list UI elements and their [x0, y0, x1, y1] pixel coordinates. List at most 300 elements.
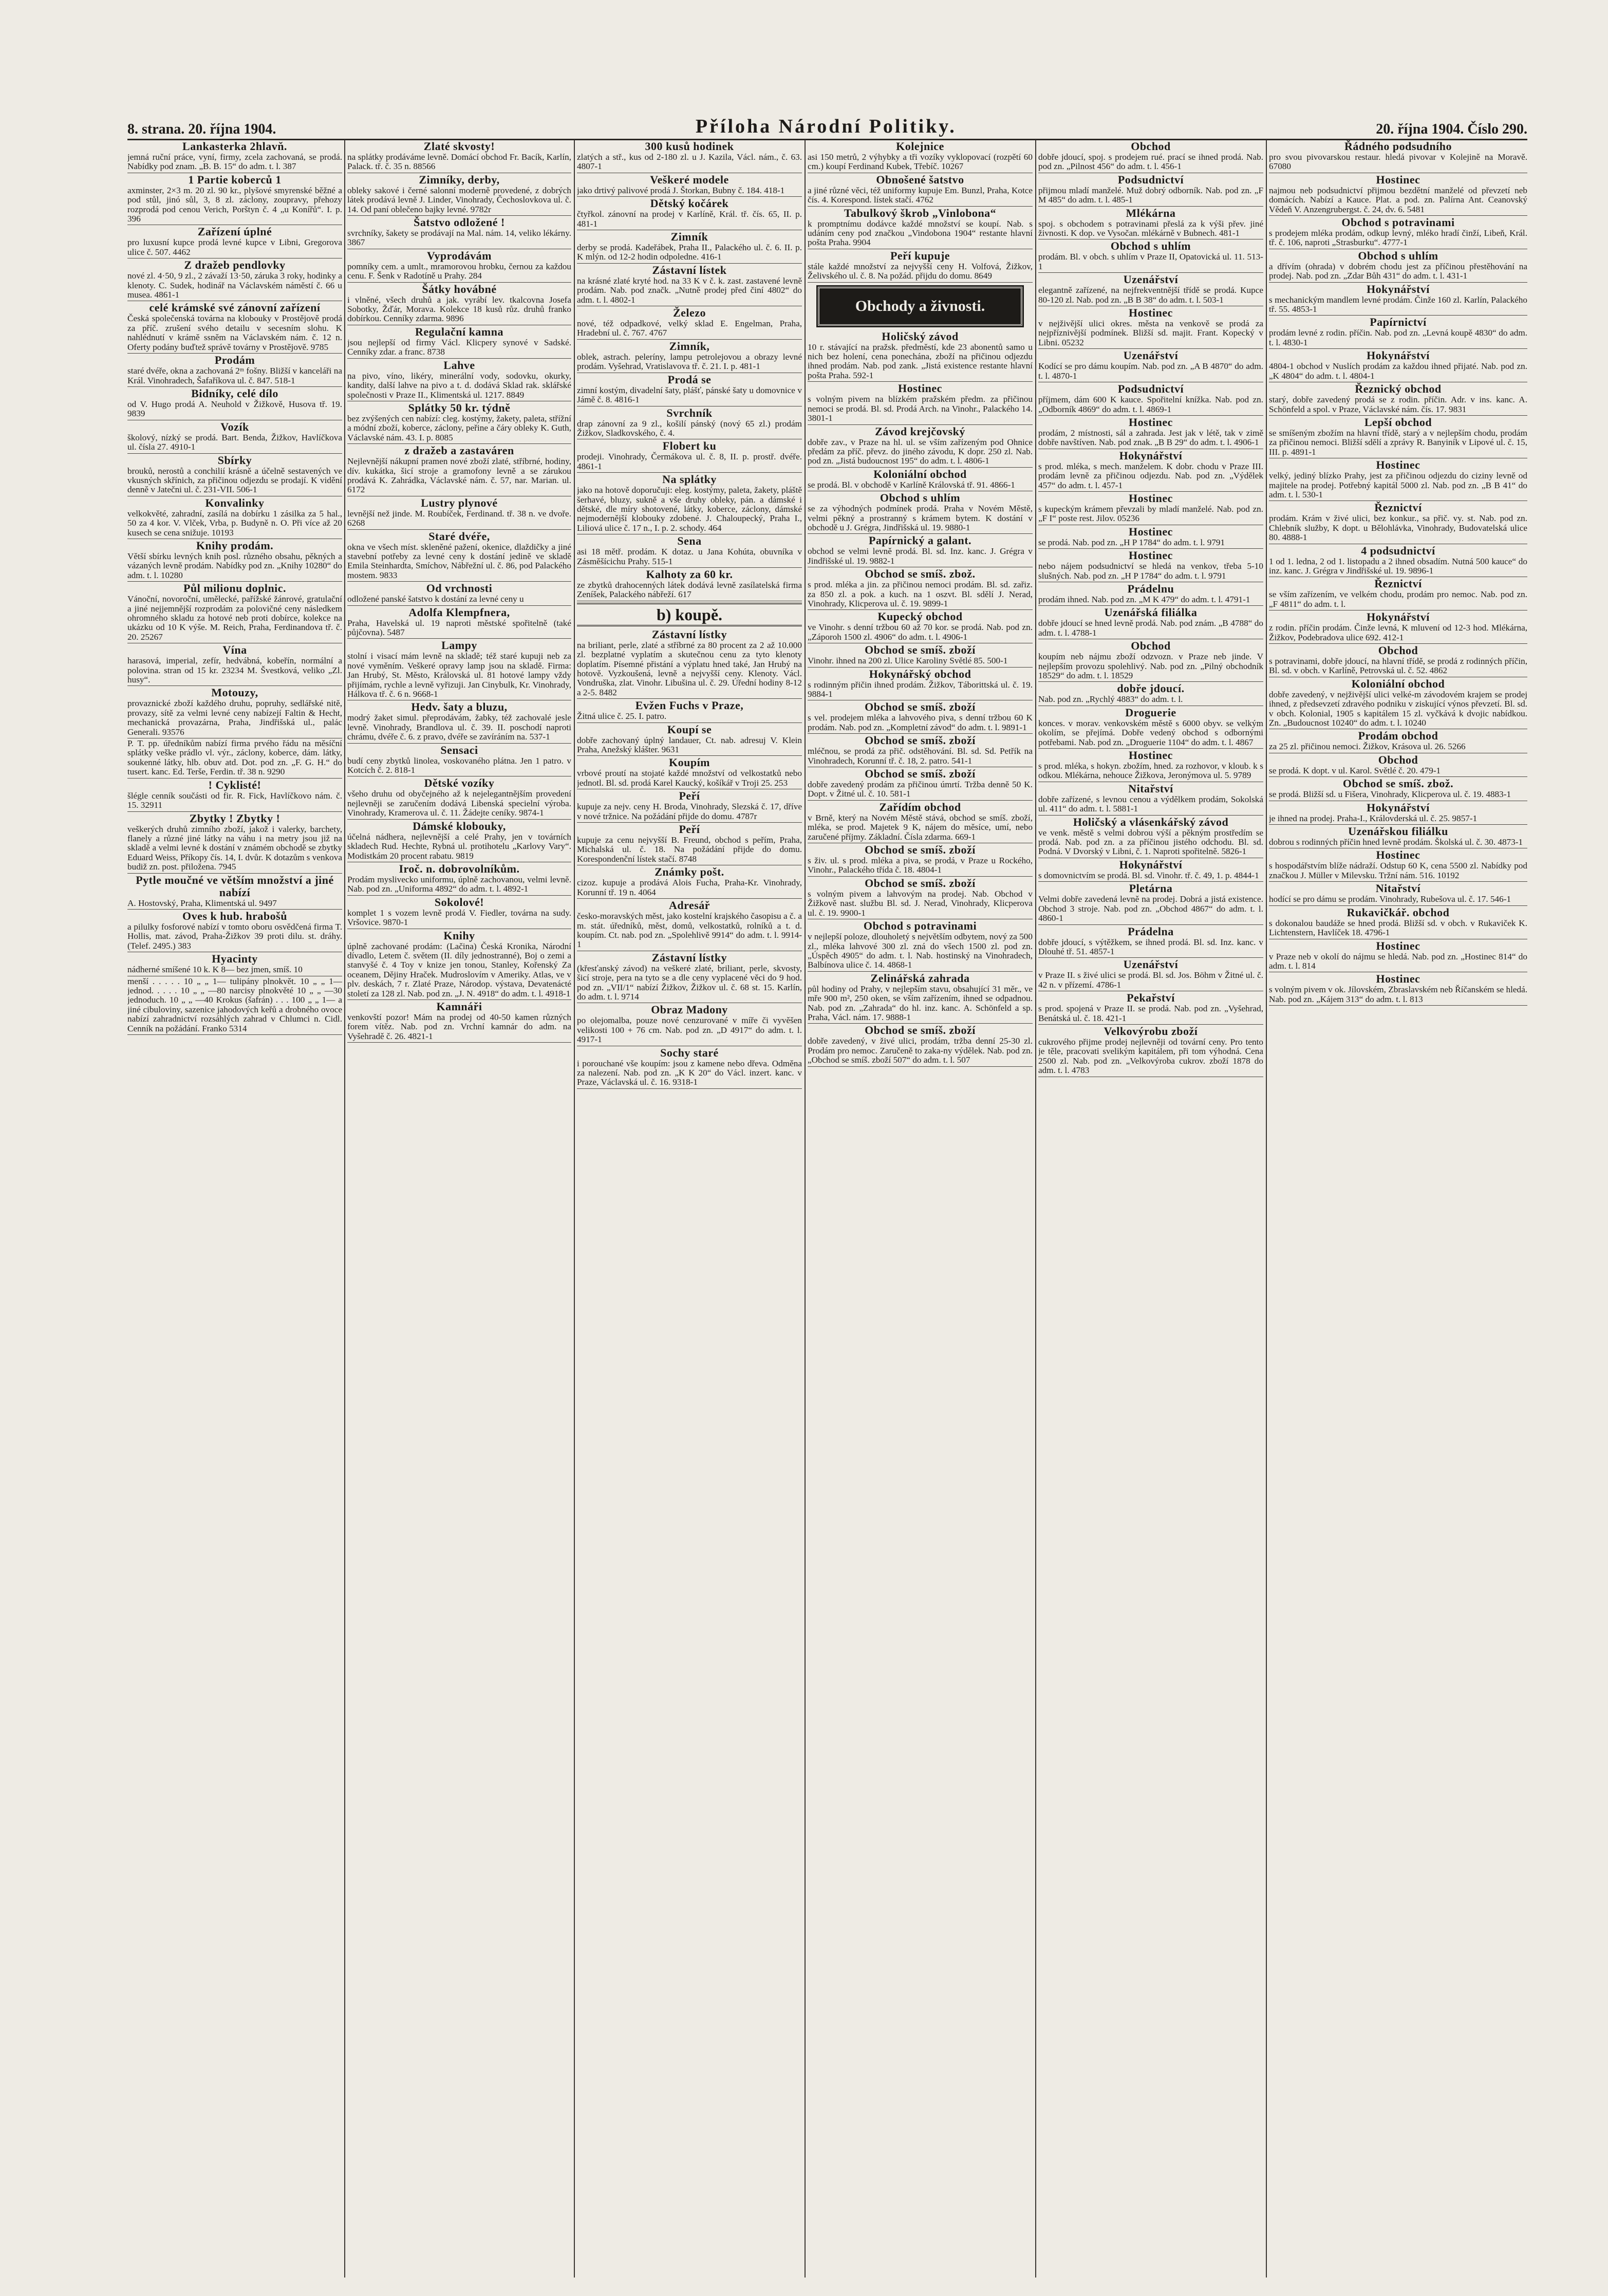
ad-body: se prodá. Bl. v obchodě v Karlíně Královská tř. 91. 4866-1 [808, 479, 1015, 490]
ad-body: s vel. prodejem mléka a lahvového piva, s denní tržbou 60 K prodám. Nab. pod zn. „Kompletní závod“ do adm. t. l. 9891-1 [808, 713, 1033, 732]
ad-heading: Obchod s uhlím [1358, 249, 1438, 262]
ad-body: axminster, 2×3 m. 20 zl. 90 kr., plyšové smyrenské běžné a pod stůl, jinó sůl, 3, 8 zl. záclony, zoupravy, přehozy rozprodá pod cenou Verich, Porštyn č. 4 „u Konířů“. I. p. 396 [127, 185, 342, 224]
ad-heading: Sochy staré [660, 1046, 719, 1059]
ad-heading: Nitařství [1375, 882, 1421, 895]
ad-heading: Peří [679, 789, 700, 803]
ad-heading: Z dražeb pendlovky [184, 258, 286, 272]
ad-heading: Zlaté skvosty! [423, 140, 495, 153]
ad-heading: Zbytky ! Zbytky ! [189, 811, 281, 825]
ad-heading: Zařídím obchod [879, 800, 961, 813]
classified-ad [577, 173, 802, 197]
classified-ad [347, 744, 571, 777]
ad-body: cukrového přijme prodej nejlevněji od tovární ceny. Pro tento je těle, pracovati svelikým kapitálem, při tom výhodná. Cena 2500 zl. Nab. pod zn. „Velkovýroba cukrov. zboží 1878 do adm. t. l. 4783 [1038, 1036, 1263, 1076]
ad-heading: Oves k hub. hrabošů [182, 909, 287, 922]
ad-body: Praha, Havelská ul. 19 naproti městské spořitelně (také půjčovna). 5487 [347, 618, 571, 637]
ad-heading: Kalhoty za 60 kr. [646, 567, 733, 581]
classified-ad [127, 952, 342, 976]
classified-ad [1038, 749, 1263, 782]
ad-body: jako drtivý palivové prodá J. Štorkan, Bubny č. 184. 418-1 [577, 185, 785, 195]
classified-ad [127, 258, 342, 301]
ad-heading: Obchod se smíš. zbož. [1342, 777, 1454, 790]
classified-ad [1038, 525, 1263, 549]
classified-ad [347, 700, 571, 743]
ad-body: v Brně, který na Novém Městě stává, obchod se smíš. zboží, mléka, se prod. Majetek 9 K, nájem do měsíce, umí, nebo zaručené příjmy. Základní. Čísla zdarma. 669-1 [808, 812, 1033, 842]
ad-heading: Obraz Madony [651, 1003, 728, 1016]
ad-body: i vlněné, všech druhů a jak. vyrábí lev. tkalcovna Josefa Sobotky, Žďár, Morava. Kolekce 18 kusů růz. druhů franko dobírkou. Cenníky zdarma. 9896 [347, 294, 571, 324]
ad-heading: Šatstvo odložené ! [414, 216, 505, 229]
classified-ad [808, 668, 1033, 701]
ad-heading: Dětský kočárek [650, 197, 729, 210]
classified-ad [127, 301, 342, 354]
ad-body: prodám. Bl. v obch. s uhlím v Praze II, Opatovická ul. 11. 513-1 [1038, 252, 1263, 271]
ad-heading: Obnošené šatstvo [876, 173, 964, 186]
ad-body: prodeji. Vinohrady, Čermákova ul. č. 8, II. p. prostř. dvéře. 4861-1 [577, 452, 802, 471]
ad-body: přijmou mladí manželé. Muž dobrý odborník. Nab. pod zn. „F M 485“ do adm. t. l. 485-1 [1038, 185, 1263, 205]
ad-body: je ihned na prodej. Praha-I., Královderská ul. č. 25. 9857-1 [1269, 813, 1478, 823]
ad-heading: Obchod se smíš. zboží [865, 734, 976, 747]
ad-body: se prodá. Bližší sd. u Fišera, Vinohrady, Klicperova ul. č. 19. 4883-1 [1269, 789, 1511, 800]
ad-heading: Lepší obchod [1364, 415, 1432, 429]
ad-body: a pilulky fosforové nabízí v tomto oboru osvědčená firma T. Hollis, mat. závod, Praha-Žižkov 39 proti dilu. st. dráhy. (Telef. 2495.) 383 [127, 921, 342, 951]
ad-heading: Sena [677, 534, 702, 548]
ad-heading: Bidníky, celé dílo [191, 386, 278, 400]
classified-ad [808, 700, 1033, 734]
ad-heading: Vozík [220, 420, 249, 433]
column-divider [1035, 140, 1036, 2278]
ad-body: (křesťanský závod) na veškeré zlaté, briliant, perle, skvosty, šicí stroje, pera na tyto se a dle ceny vyplacené věci do 9 hod. pod zn. „VII/1“ nabízí Žižkov, Žižkov ul. č. 68 st. 15. Karlín, do adm. t. l. 9714 [577, 963, 802, 1002]
ad-body: ve venk. městě s velmi dobrou výší a pěkným prostředím se prodá. Nab. pod zn. a za příčinou jistého odchodu. Bl. sd. Podná. V Dvorský v Libni, č. 1. Naproti spořitelně. 5826-1 [1038, 827, 1263, 857]
classified-ad [577, 865, 802, 899]
classified-ad [1038, 882, 1263, 924]
ad-heading: Kamnáři [436, 999, 482, 1013]
classified-ad [1038, 782, 1263, 816]
classified-ad [1038, 1025, 1263, 1077]
ad-body: s potravinami, dobře jdoucí, na hlavní třídě, se prodá z rodinných příčin, Bl. sd. v obch. v Karlíně, Petrovská ul. č. 52. 4862 [1269, 656, 1527, 676]
ad-body: Větší sbírku levných knih posl. různého obsahu, pěkných a vázaných levně prodám. Nabídky pod zn. „Knihy 10280“ do adm. t. l. 10280 [127, 551, 342, 580]
ad-body: elegantně zařízené, na nejfrekventnější třídě se prodá. Kupce 80-120 zl. Nab. pod zn. „B B 38“ do adm. t. l. 503-1 [1038, 285, 1263, 305]
ad-heading: Zástavní lístky [651, 951, 727, 964]
classified-ad [1269, 382, 1527, 416]
ad-heading: Hostinec [1376, 848, 1420, 862]
classified-ad [347, 862, 571, 896]
ad-heading: Splátky 50 kr. týdně [408, 401, 511, 414]
ad-heading: Lankasterka 2hlavň. [182, 140, 287, 153]
classified-ad [127, 779, 342, 812]
ad-heading: Sbírky [217, 453, 252, 467]
ad-heading: Od vrchnosti [426, 582, 493, 595]
ad-body: dobře jdoucí, s výtěžkem, se ihned prodá. Bl. sd. Inz. kanc. v Dlouhé tř. 51. 4857-1 [1038, 937, 1263, 956]
classified-ad [1269, 416, 1527, 458]
column-1 [127, 140, 342, 2283]
ad-body: v Praze neb v okolí do nájmu se hledá. Nab. pod zn. „Hostinec 814“ do adm. t. l. 814 [1269, 951, 1527, 971]
ad-body: nebo nájem podsudnictví se hledá na venkov, třeba 5-10 slušných. Nab. pod zn. „H P 1784“ do adm. t. l. 9791 [1038, 561, 1263, 581]
ad-heading: Hostinec [1129, 549, 1173, 562]
classified-ad [1269, 753, 1527, 777]
classified-ad [577, 899, 802, 951]
ad-heading: Flobert ku [662, 439, 717, 453]
classified-ad [127, 874, 342, 910]
ad-heading: 300 kusů hodinek [645, 140, 734, 153]
ad-body: dobře zachovaný úplný landauer, Ct. nab. adresuj V. Klein Praha, Anežský klášter. 9631 [577, 735, 802, 755]
ad-heading: Droguerie [1125, 706, 1176, 719]
classified-ad [1038, 273, 1263, 306]
classified-ad [577, 789, 802, 823]
ad-heading: Vyprodávám [426, 249, 492, 262]
ad-heading: Hostinec [1129, 415, 1173, 429]
classified-ad [808, 491, 1033, 534]
ad-body: 4804-1 obchod v Nuslích prodám za každou ihned přijaté. Nab. pod zn. „K 4804“ do adm. t. l. 4804-1 [1269, 361, 1527, 381]
classified-ad [808, 567, 1033, 610]
ad-body: dobře zav., v Praze na hl. ul. se vším zařízeným pod Ohnice předám za příč. převz. do jiného závodu, K dopr. 250 zl. Nab. pod zn. „Jistá budoucnost 195“ do adm. t. l. 4806-1 [808, 437, 1033, 466]
ad-heading: Šátky hovábné [422, 282, 497, 295]
classified-ad [1269, 825, 1527, 848]
classified-ad [1269, 882, 1527, 905]
ad-body: na splátky prodáváme levně. Domácí obchod Fr. Bacík, Karlín, Palack. tř. č. 35 n. 88566 [347, 152, 571, 172]
ad-body: odložené panské šatstvo k dostání za levné ceny u [347, 594, 524, 604]
ad-body: všeho druhu od obyčejného až k nejelegantnějším provedení nejlevněji se zaručením dodává Libenská specielní výroba. Vinohrady, Kramerova ul. č. 11. Žádejte ceníky. 9874-1 [347, 789, 571, 818]
classified-ad [127, 496, 342, 539]
classified-ad [577, 723, 802, 756]
classified-ad [347, 249, 571, 283]
ad-body: i porouchané vše koupím: jsou z kamene nebo dřeva. Odměna za nalezení. Nab. pod zn. „K K 20“ do Václ. inzert. kanc. v Praze, Václavská ul. č. 16. 9318-1 [577, 1058, 802, 1087]
classified-ad [347, 1000, 571, 1043]
classified-ad [1269, 729, 1527, 753]
ad-heading: Lahve [443, 358, 475, 372]
ad-heading: Obchod [1131, 140, 1171, 153]
classified-ad [347, 776, 571, 819]
ad-heading: Zimník, [669, 339, 710, 353]
ad-heading: Zástavní lístky [651, 627, 727, 641]
classified-ad [577, 306, 802, 340]
classified-ad [347, 216, 571, 249]
classified-ad [1269, 283, 1527, 316]
classified-ad [347, 606, 571, 639]
ad-body: modrý žaket simul. přeprodávám, žabky, též zachovalé jesle levně. Vinohrady, Brandlova ul. č. 39. II. poschodí naproti chrámu, dvéře č. 6. z pravo, dvéře se zavíráním na. 537-1 [347, 713, 571, 742]
ad-heading: Železo [672, 306, 706, 320]
classified-ad [808, 610, 1033, 643]
ad-body: kupuje za cenu nejvyšší B. Freund, obchod s peřím, Praha, Michalská ul. č. 18. Na požádání přijde do domu. Korespondenční lístek stačí. 8748 [577, 835, 802, 864]
classified-ad [808, 801, 1033, 843]
classified-ad [1038, 682, 1263, 706]
classified-ad [808, 877, 1033, 919]
ad-body: s volným pivem na blízkém pražském předm. za přičinou nemoci se prodá. Bl. sd. Prodá Arch. na Vinohr., Palackého 14. 3801-1 [808, 394, 1033, 423]
ad-heading: Prodám obchod [1358, 729, 1438, 743]
ad-heading: Dámské klobouky, [413, 819, 506, 832]
ad-body: půl hodiny od Prahy, v nejlepším stavu, obsahující 31 měr., ve mře 900 m², 250 oken, se vším zařízením, ihned se odpadnou. Nab. pod zn. „Zahrada“ do hl. inz. kanc. A. Schönfeld a sp. Praha, Václ. nám. 17. 9888-1 [808, 984, 1033, 1022]
classified-ad [1038, 991, 1263, 1025]
ad-heading: 1 Partie koberců 1 [188, 173, 282, 186]
classified-ad [127, 976, 342, 1035]
ad-heading: Knihy [443, 929, 475, 942]
ad-heading: Obchod se smíš. zboží [865, 643, 976, 657]
ad-body: harasová, imperial, zefír, hedvábná, kobeřín, normální a polovina. stran od 15 kr. 23234 M. Švestková, veliko „Zl. husy“. [127, 656, 342, 685]
ad-body: v nejlepší poloze, dlouholetý s největším odbytem, nový za 500 zl., mléka lahvové 300 zl. zná do všech 1500 zl. pod zn. „Úspěch 4905“ do adm. t. l. Nab. hostinský na Vinohradech, Balbínova ulice č. 14. 4868-1 [808, 932, 1033, 970]
ad-heading: Prádelna [1128, 924, 1174, 938]
ad-heading: Pletárna [1129, 882, 1173, 895]
classified-ad [1269, 610, 1527, 644]
classified-ad [577, 568, 802, 601]
classified-ad [1038, 858, 1263, 882]
ad-body: dobře zavedený, v živé ulici, prodám, tržba denní 25-30 zl. Prodám pro nemoc. Zaručeně to zaka-ny výdělek. Nab. pod zn. „Obchod se smíš. zboží 507“ do adm. t. l. 507 [808, 1036, 1033, 1065]
ad-body: dobře zavedený, v nejživější ulici velké-m závodovém krajem se prodej ihned, z předsevzetí zdravého podniku v ziskující výnos převzetí. Bl. sd. v obch. Kolonial, 1905 s kapitálem 15 zl. vyčkává k dvojic nabídkou. Zn. „Budoucnost 10240“ do adm. t. l. 10240 [1269, 689, 1527, 728]
classified-ad [577, 823, 802, 865]
ad-body: jsou nejlepší od firmy Václ. Klicpery synové v Sadské. Cenníky zdar. a franc. 8738 [347, 337, 571, 357]
classified-ad [127, 910, 342, 952]
ad-heading: Koupím [668, 756, 710, 769]
ad-heading: Hokynářství [1119, 449, 1183, 462]
ad-heading: Dětské vozíky [424, 776, 495, 790]
ad-body: prodám ihned. Nab. pod zn. „M K 479“ do adm. t. l. 4791-1 [1038, 594, 1250, 604]
header-right: 20. října 1904. Číslo 290. [1376, 121, 1527, 137]
ad-body: konces. v morav. venkovském městě s 6000 obyv. se velkým okolím, se přejímá. Dobře vedený obchod s odbornými potřebami. Nab. pod zn. „Droguerie 1104“ do adm. t. l. 4867 [1038, 718, 1263, 747]
ad-body: zimní kostým, divadelní šaty, plášť, pánské šaty u domovnice v Jámě č. 8. 4816-1 [577, 385, 802, 405]
ad-body: za 25 zl. přičinou nemoci. Žižkov, Krásova ul. 26. 5266 [1269, 742, 1466, 752]
classified-ad [577, 699, 802, 723]
classified-ad [1269, 972, 1527, 1006]
ad-heading: Veškeré modele [650, 173, 729, 186]
ad-body: velkokvěté, zahradní, zasílá na dobírku 1 zásilka za 5 hal., 50 za 4 kor. V. Vlček, Vrba, p. Budyně n. O. Při více až 20 kusech se cena snižuje. 10193 [127, 508, 342, 538]
classified-ad [347, 530, 571, 582]
ad-heading: Řádného podsudního [1344, 140, 1452, 153]
ad-body: v Praze II. s živé ulici se prodá. Bl. sd. Jos. Böhm v Žitné ul. č. 42 n. v přízemí. 4786-1 [1038, 970, 1263, 990]
classified-ad [1038, 606, 1263, 639]
ad-body: vrbové proutí na stojaté každé množství od velkostatků nebo jednotl. Bl. sd. prodá Karel Kaucký, košíkář v Troji 25. 253 [577, 768, 802, 788]
ad-heading: Lustry plynové [421, 496, 498, 509]
ad-body: na briliant, perle, zlaté a stříbrné za 80 procent za 2 až 10.000 zl. bezplatné vyplatím a skutečnou cenu za tyto klenoty doplatím. Písemné přistání a výplatu hned také, Jan Hrubý na hotově. Vyzkoušená, levně a nejvyšší ceny. Klenoty. Václ. Vondruška, zlat. Vinohr. Libušina ul. č. 29. Úřední hodiny 8-12 a 2-5. 8482 [577, 640, 802, 697]
ad-body: provaznické zboží každého druhu, popruhy, sedlářské nitě, provazy, sítě za velmi levné ceny nabízejí Faltin & Hecht, mechanická provazárna, Praha, Jindřišská ul., palác Generali. 93576 [127, 698, 342, 737]
ad-body: úplně zachované prodám: (Lačina) Česká Kronika, Národní dívadlo, Letem č. světem (II. díly jednostranné), Boj o zemi a stanvyšé č. 4 Toy v knize jen tonou, Stanley, Kořenský Za oceanem, Dějiny Hraček. Mudroslovím v Ameriky. Atlas, ve v plv. deskách, 7 r. Zlaté Praze, Národop. výstava, Devatenácté století za 128 zl. Nab. pod zn. „J. N. 4918“ do adm. t. l. 4918-1 [347, 941, 571, 998]
classified-ad [808, 207, 1033, 249]
ad-body: dobře zavedený prodám za přičinou úmrtí. Tržba denně 50 K. Dopt. v Žitné ul. č. 10. 581-1 [808, 780, 1033, 799]
classified-ad [1038, 349, 1263, 382]
classified-ad [808, 173, 1033, 207]
ad-body: nové zl. 4·50, 9 zl., 2 závaží 13·50, záruka 3 roky, hodinky a klenoty. C. Sudek, hodinář na Václavském náměstí č. 66 u musea. 4861-1 [127, 271, 342, 300]
ad-heading: z dražeb a zastaváren [404, 444, 514, 457]
ad-heading: Lampy [441, 639, 477, 652]
ad-heading: Hokynářství [1367, 282, 1430, 295]
classified-ad [1038, 449, 1263, 492]
classified-ad [1038, 306, 1263, 349]
classified-ad [1038, 816, 1263, 858]
classified-ad [1038, 239, 1263, 273]
ad-heading: Obchod s potravinami [863, 919, 977, 933]
ad-heading: Obchod se smíš. zboží [865, 876, 976, 890]
classified-ad [808, 382, 1033, 424]
ad-body: Prodám myslivecko uniformu, úplně zachovanou, velmi levně. Nab. pod zn. „Uniforma 4892“ do adm. t. l. 4892-1 [347, 874, 571, 894]
classified-ad [1269, 939, 1527, 973]
classified-ad [1038, 706, 1263, 749]
classified-ad [808, 843, 1033, 877]
ad-heading: Uzenářství [1123, 958, 1179, 971]
classified-ad [1269, 458, 1527, 501]
ad-body: Velmi dobře zavedená levně na prodej. Dobrá a jistá existence. Obchod 3 stroje. Nab. pod zn. „Obchod 4867“ do adm. t. l. 4860-1 [1038, 894, 1263, 923]
classified-ad [127, 454, 342, 496]
ad-heading: Hokynářský obchod [869, 667, 971, 680]
page-header [127, 106, 1527, 138]
ad-body: se za výhodných podmínek prodá. Praha v Novém Městě, velmi pěkný a prostranný s krámem bytem. K dostání v obchodě u J. Grégra, Jindřišská ul. 19. 9880-1 [808, 504, 1033, 532]
ad-body: s volným pivem v ok. Jílovském, Zbraslavském neb Říčanském se hledá. Nab. pod zn. „Kájem 313“ do adm. t. l. 813 [1269, 985, 1527, 1004]
ad-heading: Velkovýrobu zboží [1104, 1024, 1198, 1038]
classified-ad [1038, 582, 1263, 606]
ad-body: s mechanickým mandlem levné prodám. Činže 160 zl. Karlín, Palackého tř. 55. 4853-1 [1269, 294, 1527, 314]
classified-ad [347, 496, 571, 530]
ad-body: brouků, nerostů a conchilií krásně a účelně sestavených ve vkusných skřínich, za přičinou odjezdu se prodají. K vidění denně v Jatečni ul. č. 231-VII. 506-1 [127, 466, 342, 495]
ad-body: z rodin. příčin prodám. Činže levná, K mluvení od 12-3 hod. Mlékárna, Žižkov, Podebradova ulice 692. 412-1 [1269, 623, 1527, 642]
ad-body: s prod. mléka, s mech. manželem. K dobr. chodu v Praze III. prodám levně za přičinou odjezdu. Nab. pod zn. „Výdělek 457“ do adm. t. l. 457-1 [1038, 461, 1263, 490]
header-title: Příloha Národní Politiky. [695, 116, 957, 137]
classified-ad [1269, 544, 1527, 578]
ad-heading: Koupí se [667, 723, 712, 736]
ad-heading: Obchod s uhlím [880, 491, 961, 505]
ad-body: bez zvýšených cen nabízí: cleg. kostýmy, žakety, paleta, střížní a módní zboží, koberce, záclony, peřine a čáry obleky K. Guth, Václavské nám. 43. I. p. 8085 [347, 413, 571, 442]
ad-heading: celé krámské své zánovní zařízení [149, 301, 321, 314]
classified-ad [808, 1024, 1033, 1066]
ad-heading: Známky pošt. [655, 865, 724, 879]
ad-heading: Kupecký obchod [877, 610, 963, 623]
ad-body: na pivo, víno, likéry, minerální vody, sodovku, okurky, kandity, další lahve na pivo a t. d. dodává Sklad rak. sklářské společnosti v Praze II., Klimentská ul. 1217. 8849 [347, 371, 571, 400]
ad-heading: Hostinec [1129, 525, 1173, 538]
ad-body: s prod. mléka a jin. za přičinou nemoci prodám. Bl. sd. zařiz. za 850 zl. a pok. a kuch. na 1 oszvt. Bl. sdělí J. Nerad, Vinohrady, Klicperova ul. č. 19. 9899-1 [808, 580, 1033, 608]
classified-ad [808, 249, 1033, 283]
ad-body: s volným pivem a lahvovým na prodej. Nab. Obchod v Žižkově nast. službu Bl. sd. J. Nerad, Vinohrady, Klicperova ul. č. 19. 9900-1 [808, 888, 1033, 918]
ad-heading: Pytle moučné ve větším množství a jiné nabízí [136, 873, 334, 899]
classified-ad [1038, 639, 1263, 682]
ad-body: cizoz. kupuje a prodává Alois Fucha, Praha-Kr. Vinohrady, Korunní tř. 19 n. 4064 [577, 878, 802, 897]
ad-body: s prod. mléka, s hokyn. zbožím, hned. za rozhovor, v kloub. k s odkou. Mlékárna, nehouce Žižkova, Jeronýmova ul. 5. 9789 [1038, 761, 1263, 781]
classified-ad [127, 812, 342, 874]
classified-ad [577, 406, 802, 440]
ad-heading: Obchod se smíš. zboží [865, 1024, 976, 1037]
ad-heading: Hostinec [1376, 173, 1420, 186]
ad-body: koupím neb nájmu zboží odzvozn. v Praze neb jinde. V nejlepším provozu spolehlivý. Nab. pod zn. „Pilný obchodník 18529“ do adm. t. l. 18529 [1038, 652, 1263, 680]
classified-ad [127, 738, 342, 779]
column-2 [347, 140, 571, 2283]
ad-heading: 4 podsudnictví [1361, 544, 1435, 557]
ad-heading: Hokynářství [1119, 858, 1183, 871]
classified-ad [577, 373, 802, 406]
ad-heading: Koloniální obchod [873, 467, 967, 480]
ad-body: se vším zařízením, ve velkém chodu, prodám pro nemoc. Nab. pod zn. „F 4811“ do adm. t. l. [1269, 589, 1527, 609]
classified-ad [577, 473, 802, 534]
ad-body: od V. Hugo prodá A. Neuhold v Žižkově, Husova tř. 19. 9839 [127, 399, 342, 419]
ad-body: s dokonalou baudáže se hned prodá. Bližší sd. v obch. v Rukaviček K. Lichtenstern, Havlíček 18. 4796-1 [1269, 918, 1527, 938]
classified-ad [347, 283, 571, 325]
ad-body: na krásné zlaté kryté hod. na 33 K v č. k. zast. zastavené levně prodám. Nab. pod značk. „Nutně prodej před činí 4802“ do adm. t. l. 4802-1 [577, 275, 802, 305]
column-divider [574, 140, 575, 2278]
ad-heading: Řeznictví [1374, 577, 1422, 590]
ad-heading: Hostinec [1376, 939, 1420, 952]
section-banner: Obchody a živnosti. [818, 287, 1022, 326]
ad-heading: Hokynářství [1367, 610, 1430, 624]
ad-body: stolní i visací mám levně na skladě; též staré kupuji neb za nové vyměním. Veškeré opravy lamp jsou na skladě. Firma: Jan Hrubý, St. Město, Královská ul. 81 hotové lampy vždy přijímám, rychle a levně vyřizuji. Jan Cinybulk, Kr. Vinohrady, Hálkova tř. č. 6 n. 9668-1 [347, 651, 571, 699]
ad-heading: Obchod [1131, 639, 1171, 653]
classified-ad [577, 230, 802, 264]
ad-body: obchod se velmi levně prodá. Bl. sd. Inz. kanc. J. Grégra v Jindřišské ul. 19. 9882-1 [808, 546, 1033, 566]
classified-ad [1269, 644, 1527, 677]
classified-ad [577, 264, 802, 306]
classified-ad [1038, 492, 1263, 525]
ad-heading: Zástavní lístek [652, 263, 727, 276]
ad-body: s domovnictvím se prodá. Bl. sd. Vinohr. tř. č. 49, 1. p. 4844-1 [1038, 870, 1259, 880]
classified-ad [1038, 549, 1263, 582]
ad-heading: Podsudnictví [1117, 382, 1184, 396]
classified-ad [1269, 173, 1527, 216]
column-4 [808, 140, 1033, 2283]
ad-heading: Podsudnictví [1117, 173, 1184, 186]
classified-ad [1038, 173, 1263, 207]
ad-heading: Knihy prodám. [196, 539, 274, 552]
classified-ad [1269, 906, 1527, 939]
classified-ad [808, 534, 1033, 567]
classified-ad [1269, 316, 1527, 349]
ad-heading: Hostinec [898, 382, 942, 395]
ad-body: s prod. spojená v Praze II. se prodá. Nab. pod zn. „Vyšehrad, Benátská ul. č. 18. 421-1 [1038, 1004, 1263, 1023]
ad-body: česko-moravských měst, jako kostelní krajského časopisu a č. a m. stát. úředníků, měst, domů, velkostatků, rolníků a t. d. koupím. Ct. nab. pod zn. „Spolehlivě 9914“ do adm. t. l. 9914-1 [577, 911, 802, 950]
ad-heading: Hedv. šaty a bluzu, [411, 700, 508, 714]
classified-ad [127, 225, 342, 258]
ad-body: dobrou s rodinných příčin hned levně prodám. Školská ul. č. 30. 4873-1 [1269, 837, 1523, 847]
ad-heading: Zimníky, derby, [419, 173, 500, 186]
classified-ad [347, 639, 571, 700]
ad-body: Vinohr. ihned na 200 zl. Ulice Karoliny Světlé 85. 500-1 [808, 656, 1008, 666]
ad-body: jako na hotově doporučuji: eleg. kostýmy, paleta, žakety, pláště šerhavé, bluzy, sukně a vše druhy obleky, pán. a dámské i dětské, dle míry shotovené, látky, koberce, záclony, dámské nejmodernější klobouky zdobené. J. Chaloupecký, Praha I., Liliová ulice č. 17 n., I. p. 2. schody. 464 [577, 485, 802, 533]
ad-body: nádherné smíšené 10 k. K 8— bez jmen, smíš. 10 [127, 965, 303, 975]
classified-ad [1269, 848, 1527, 882]
classified-ad [1269, 677, 1527, 730]
classified-ad [1269, 501, 1527, 544]
classified-ad [1269, 216, 1527, 249]
classified-ad [1038, 958, 1263, 991]
ad-body: Žitná ulice č. 25. I. patro. [577, 711, 667, 721]
ad-body: k promptnímu dodávce každé množství se koupí. Nab. s udáním ceny pod značkou „Vindobona 1904“ restante hlavní pošta Praha. 9904 [808, 218, 1033, 248]
ad-body: kupuje za nejv. ceny H. Broda, Vinohrady, Slezská č. 17, dříve v nové tržnice. Na požádání přijde do domu. 4787r [577, 802, 802, 821]
ad-heading: Obchod se smíš. zbož. [865, 567, 976, 581]
column-divider [1266, 140, 1267, 2278]
column-3 [577, 140, 802, 2283]
ad-body: ve Vinohr. s denní tržbou 60 až 70 kor. se prodá. Nab. pod zn. „Záporoh 1500 zl. 4906“ do adm. t. l. 4906-1 [808, 622, 1033, 642]
ad-heading: Hokynářství [1367, 801, 1430, 814]
ad-body: pro luxusní kupce prodá levné kupce v Libni, Gregorova ulice č. 507. 4462 [127, 237, 342, 257]
ad-body: dobře jdoucí, spoj. s prodejem rué. prací se ihned prodá. Nab. pod zn. „Pilnost 456“ do adm. t. l. 456-1 [1038, 152, 1263, 172]
ad-heading: dobře jdoucí. [1117, 682, 1185, 695]
classified-ad [808, 643, 1033, 667]
classified-ad [1269, 349, 1527, 382]
ad-heading: Hostinec [1129, 749, 1173, 762]
ad-body: šlégle cenník součásti od fir. R. Fick, Havlíčkovo nám. č. 15. 32911 [127, 790, 342, 810]
ad-heading: Uzenářství [1123, 349, 1179, 362]
ad-body: staré dvéře, okna a zachovaná 2ᵐ fošny. Bližší v kanceláři na Král. Vinohradech, Šafaříkova ul. č. 847. 518-1 [127, 366, 342, 385]
classified-ad [1269, 249, 1527, 283]
ad-heading: Hokynářství [1367, 349, 1430, 362]
classified-ad [808, 767, 1033, 801]
ad-body: menší . . . . . 10 „ „ 1— tulipány plnokvět. 10 „ „ 1— jednod. . . . . 10 „ „ —80 narcisy plnokvěté 10 „ „ —30 jednoduch. 10 „ „ —40 Krokus (šafrán) . . . 100 „ „ 1— a jiné cibuloviny, sazenice jahodových keřů a drobného ovoce nabízí zahradnictví rozsáhlých zahrad v Chlumci n. Cidl. Cenník na požádání. Franko 5314 [127, 976, 342, 1033]
ad-body: s živ. ul. s prod. mléka a piva, se prodá, v Praze u Rockého, Vinohr., Palackého třída č. 18. 4804-1 [808, 856, 1033, 875]
ad-body: se smíšeným zbožím na hlavní třídě, starý a v nejlepším chodu, prodám za přičinou nemoci. Bližší sdělí a zprávy R. Banyiník v Lipové ul. č. 15, III. p. 4891-1 [1269, 428, 1527, 457]
ad-heading: Obchod se smíš. zboží [865, 843, 976, 857]
ad-heading: Papírnictví [1370, 316, 1427, 329]
ad-heading: Pekařství [1127, 991, 1175, 1005]
classified-ad [808, 468, 1033, 491]
ad-body: zlatých a stř., kus od 2-180 zl. u J. Kazila, Václ. nám., č. 63. 4807-1 [577, 152, 802, 172]
classified-ad [577, 951, 802, 1004]
ad-body: pomníky cem. a umlt., mramorovou hrobku, černou za každou cenu. F. Šenk v Radotíně u Prahy. 284 [347, 261, 571, 281]
classified-ad [1269, 140, 1527, 173]
ad-body: derby se prodá. Kadeřábek, Praha II., Palackého ul. č. 6. II. p. K mlýn. od 12-2 hodin odpoledne. 416-1 [577, 243, 802, 262]
ad-heading: Obchod [1378, 644, 1418, 657]
ad-heading: Tabulkový škrob „Vinlobona“ [844, 206, 997, 219]
ad-body: příjmem, dám 600 K kauce. Spořitelní knížka. Nab. pod zn. „Odborník 4869“ do adm. t. l. 4869-1 [1038, 395, 1263, 414]
ad-heading: Hyacinty [212, 952, 258, 966]
